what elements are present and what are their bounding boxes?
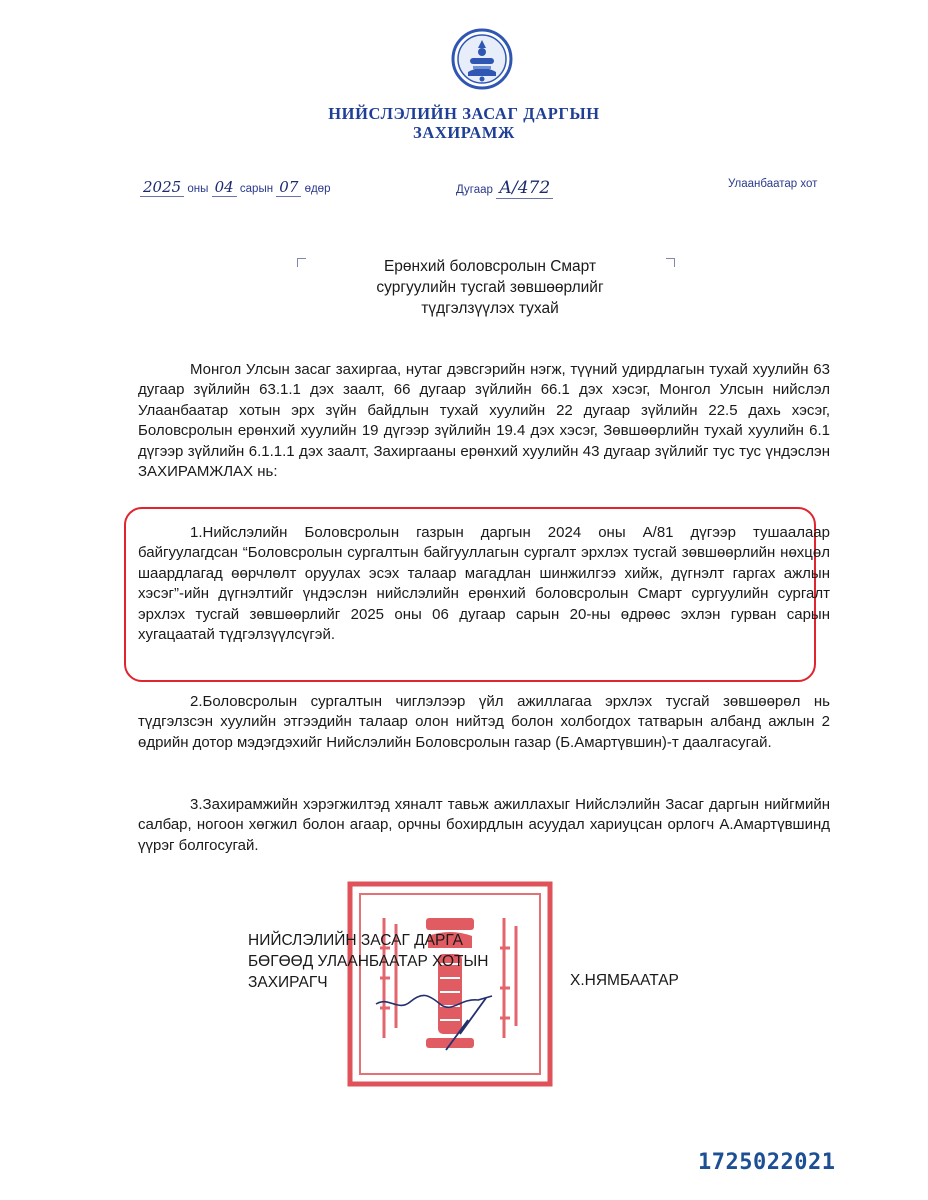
- month-suffix: сарын: [239, 183, 274, 195]
- order-item-2: 2.Боловсролын сургалтын чиглэлээр үйл ажиллагаа эрхлэх тусгай зөвшөөрөл нь түдгэлзсэн хуулийн этгээдийн талаар олон нийтэд болон холбогдох татварын албанд ажлын 2 өдрийн дотор мэдэгдэхийг Нийслэлийн Боловсролын газар (Б.Амартүвшин)-т даалгасугай.: [138, 693, 830, 751]
- subject-line: Ерөнхий боловсролын Смарт: [383, 258, 597, 275]
- signer-name: Х.НЯМБААТАР: [570, 972, 679, 989]
- number-label: Дугаар: [456, 184, 493, 196]
- issuer-name: НИЙСЛЭЛИЙН ЗАСАГ ДАРГЫН: [328, 104, 600, 123]
- order-item-3: 3.Захирамжийн хэрэгжилтэд хяналт тавьж ажиллахыг Нийслэлийн Засаг даргын нийгмийн салбар, ногоон хөгжил болон агаар, орчны бохирдлын асуудал хариуцсан орлогч А.Амартүвшинд үүрэг болгосугай.: [138, 796, 830, 854]
- number-line: [456, 178, 553, 199]
- preamble-paragraph: Монгол Улсын засаг захиргаа, нутаг дэвсгэрийн нэгж, түүний удирдлагын тухай хуулийн 63 дугаар зүйлийн 63.1.1 дэх заалт, 66 дугаар зүйлийн 66.1 дэх хэсэг, Монгол Улсын нийслэл Улаанбаатар хотын эрх зүйн байдлын тухай хуулийн 22 дугаар зүйлийн 22.5 дахь хэсэг, Боловсролын ерөнхий хуулийн 19 дүгээр зүйлийн 19.4 дэх хэсэг, Зөвшөөрлийн тухай хуулийн 6.1 дүгээр зүйлийн 6.1.1.1 дэх заалт, Захиргааны ерөнхий хуулийн 43 дугаар зүйлийг тус тус үндэслэн ЗАХИРАМЖЛАХ нь:: [138, 361, 830, 481]
- issuer-header: [0, 104, 928, 142]
- signer-title-line: БӨГӨӨД УЛААНБААТАР ХОТЫН: [248, 953, 489, 970]
- subject-line: түдгэлзүүлэх тухай: [421, 300, 559, 317]
- document-type: ЗАХИРАМЖ: [413, 123, 515, 142]
- day-value: 07: [276, 178, 301, 197]
- signer-title-line: ЗАХИРАГЧ: [248, 974, 328, 991]
- order-item-1: 1.Нийслэлийн Боловсролын газрын даргын 2024 оны А/81 дүгээр тушаалаар байгуулагдсан “Боловсролын сургалтын байгууллагын сургалт эрхлэх тусгай зөвшөөрлийн нөхцөл шаардлагад өөрчлөлт оруулах эсэх талаар магадлан шинжилгээ хийж, дүгнэлт гаргах ажлын хэсэг”-ийн дүгнэлтийг үндэслэн нийслэлийн ерөнхий боловсролын Смарт сургуулийн сургалт эрхлэх тусгай зөвшөөрлийг 2025 оны 06 дугаар сарын 20-ны өдрөөс эхлэн гурван сарын хугацаатай түдгэлзүүлсүгэй.: [138, 524, 830, 644]
- year-value: 2025: [140, 178, 184, 197]
- number-value: А/472: [496, 178, 553, 199]
- state-emblem-icon: [451, 28, 513, 90]
- day-suffix: өдөр: [304, 183, 331, 195]
- city: Улаанбаатар хот: [728, 178, 818, 190]
- handwritten-signature: [368, 984, 508, 1054]
- month-value: 04: [212, 178, 237, 197]
- subject-line: сургуулийн тусгай зөвшөөрлийг: [376, 279, 604, 296]
- subject: [300, 256, 680, 319]
- date-line: [140, 178, 330, 197]
- year-suffix: оны: [187, 183, 209, 195]
- signer-title-line: НИЙСЛЭЛИЙН ЗАСАГ ДАРГА: [248, 932, 464, 949]
- document-number: 1725022021: [698, 1150, 836, 1175]
